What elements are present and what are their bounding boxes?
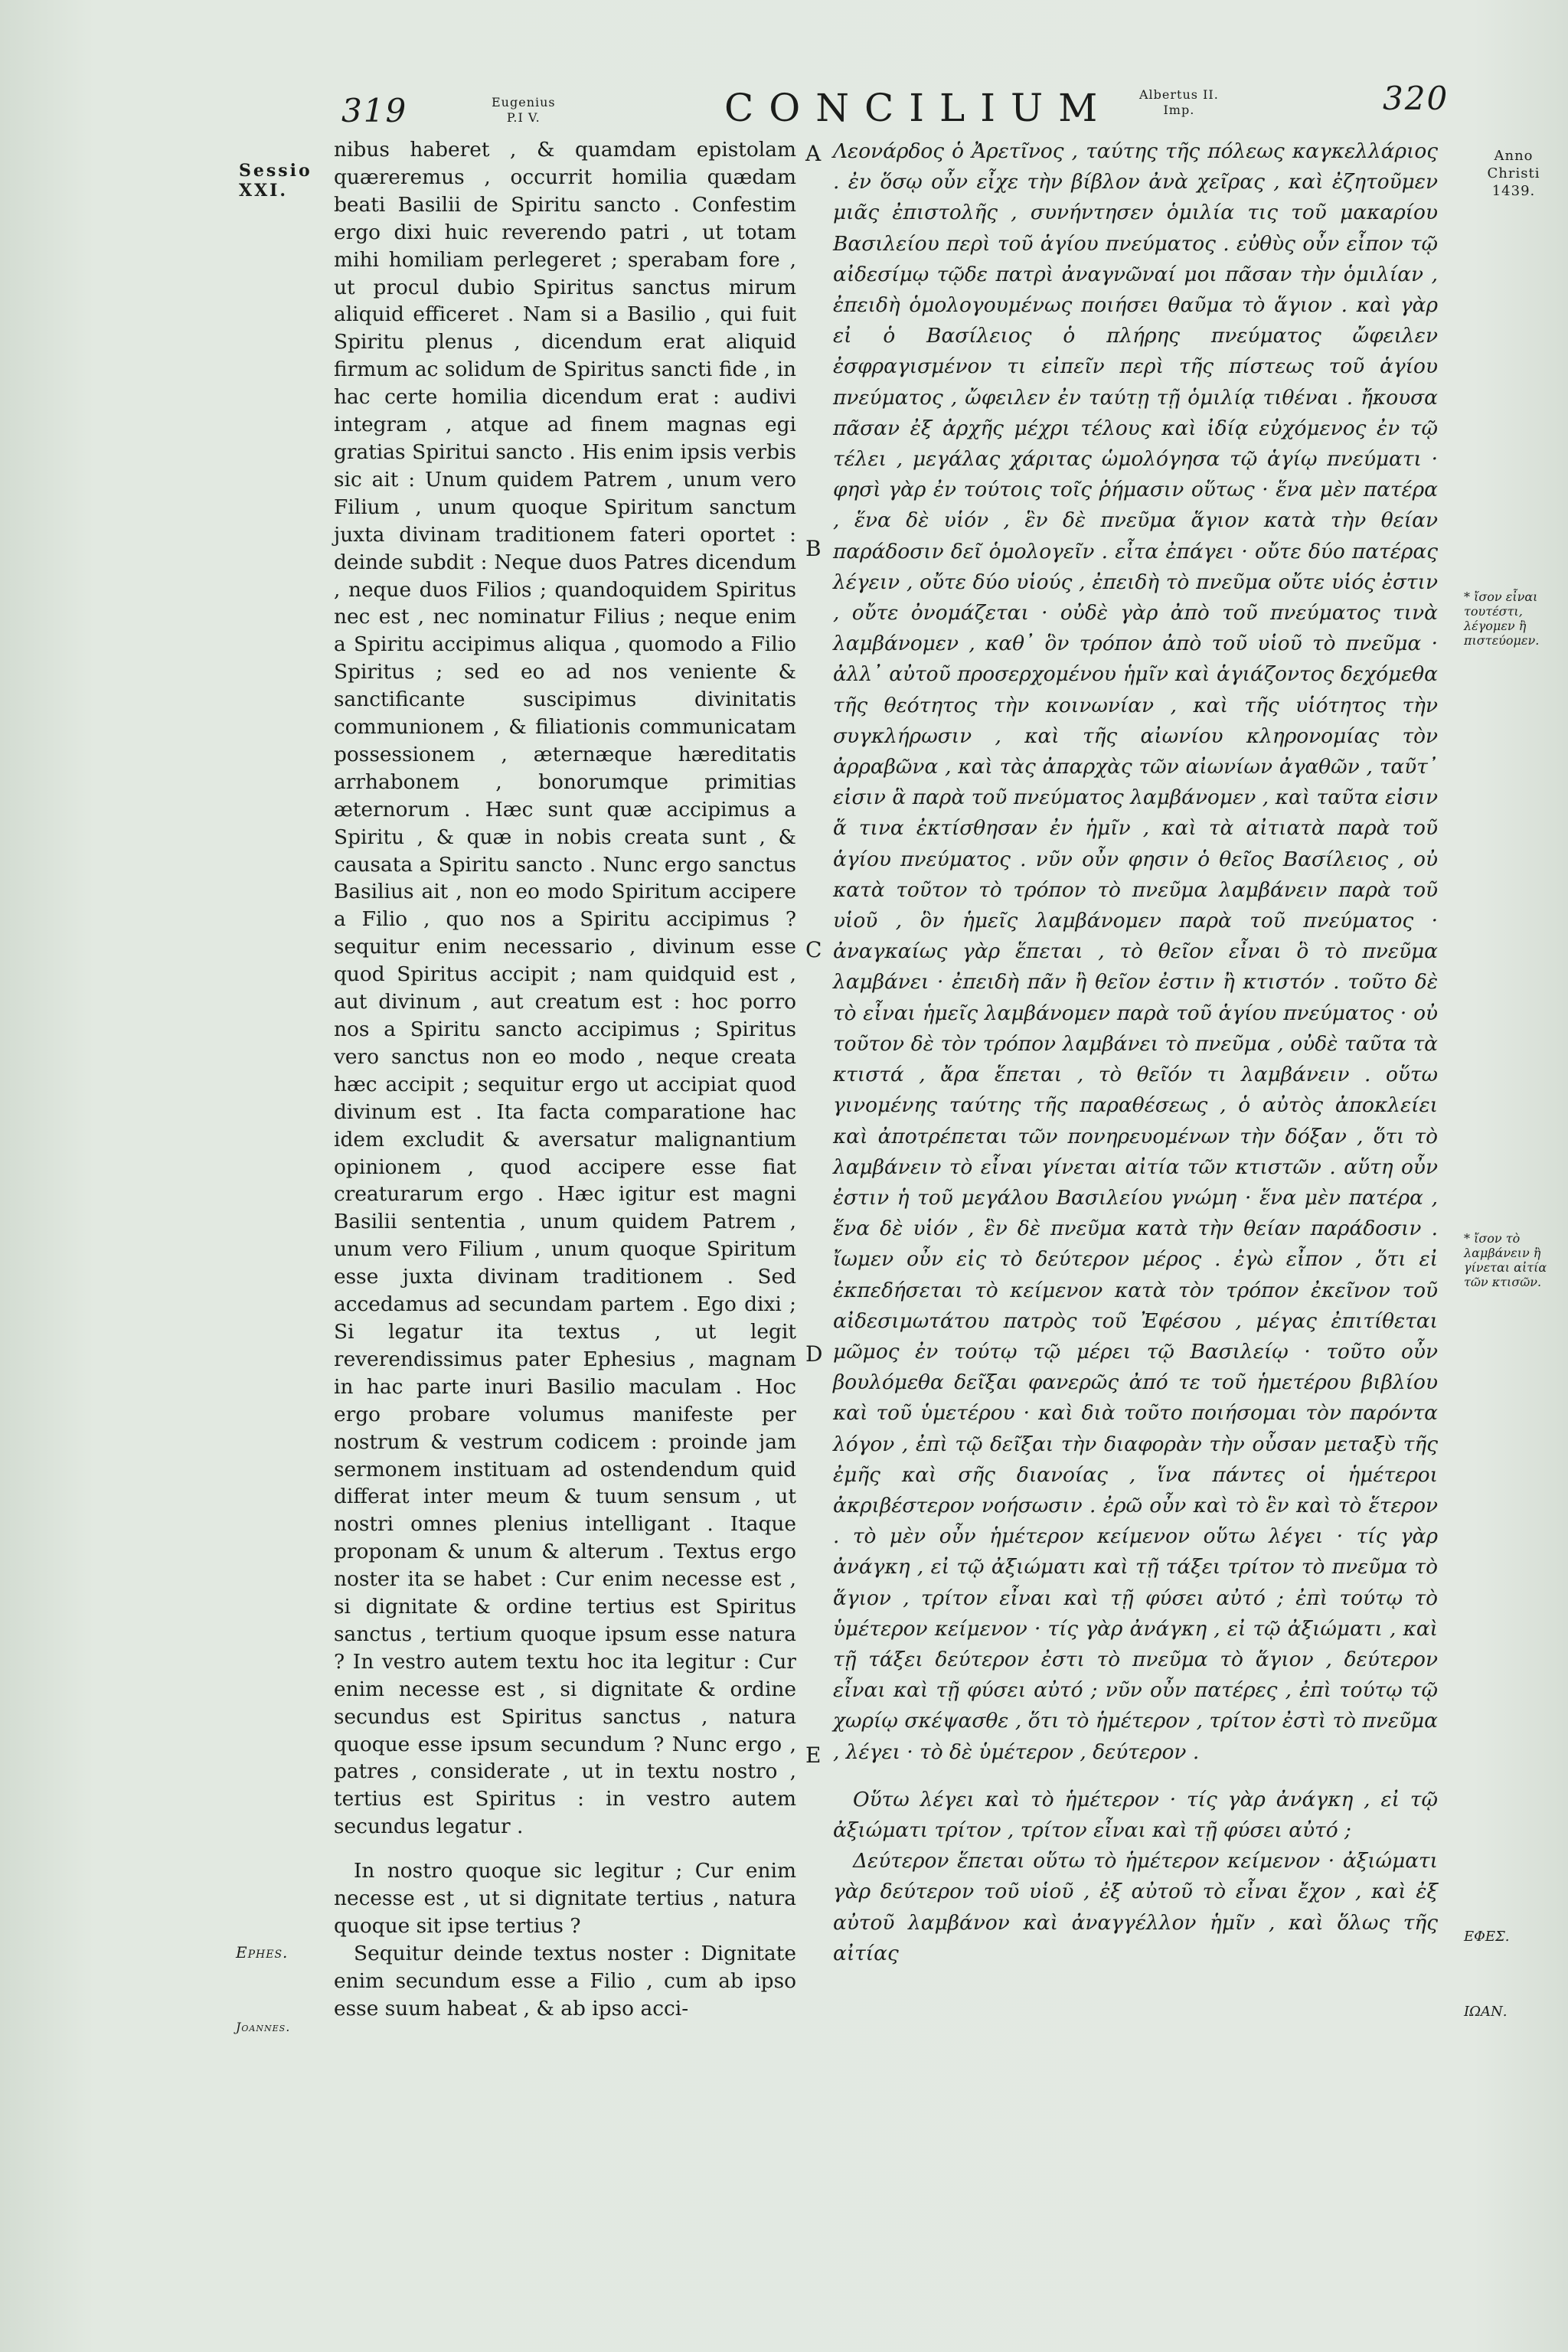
page-title: CONCILIUM [724,86,1113,130]
greek-footnote-1: * ἴσον εἶναι τουτέστι, λέγομεν ἢ πιστεύομεν. [1464,590,1540,648]
latin-paragraph: In nostro quoque sic legitur ; Cur enim necesse est , ut si dignitate tertius , natura quoque sit ipse tertius ? [334,1859,796,1938]
section-letter-e: E [805,1743,822,1768]
latin-column [334,136,796,2023]
left-page-number: 319 [341,92,408,129]
ioan-greek-label: ΙΩΑΝ. [1464,2004,1508,2020]
section-letter-a: A [805,141,822,166]
greek-paragraph: Λεονάρδος ὁ Ἀρετῖνος , ταύτης τῆς πόλεως καγκελλάριος . ἐν ὅσῳ οὖν εἶχε τὴν βίβλον ἀνὰ χεῖρας , καὶ ἐζητοῦμεν μιᾶς ἐπιστολῆς , συνήντησεν ὁμιλία τις τοῦ μακαρίου Βασιλείου περὶ τοῦ ἁγίου πνεύματος . εὐθὺς οὖν εἶπον τῷ αἰδεσίμῳ τῷδε πατρὶ ἀναγνῶναί μοι πᾶσαν τὴν ὁμιλίαν , ἐπειδὴ ὁμολογουμένως ποιήσει θαῦμα τὸ ἅγιον . καὶ γὰρ εἰ ὁ Βασίλειος ὁ πλήρης πνεύματος ὤφειλεν ἐσφραγισμένον τι εἰπεῖν περὶ τῆς πίστεως τοῦ ἁγίου πνεύματος , ὤφειλεν ἐν ταύτῃ τῇ ὁμιλίᾳ τιθέναι . ἤκουσα πᾶσαν ἐξ ἀρχῆς μέχρι τέλους καὶ ἰδίᾳ εὐχόμενος ἐν τῷ τέλει , μεγάλας χάριτας ὡμολόγησα τῷ ἁγίῳ πνεύματι · φησὶ γὰρ ἐν τούτοις τοῖς ῥήμασιν οὕτως · ἕνα μὲν πατέρα , ἕνα δὲ υἱόν , ἓν δὲ πνεῦμα ἅγιον κατὰ τὴν θείαν παράδοσιν δεῖ ὁμολογεῖν . εἶτα ἐπάγει · οὔτε δύο πατέρας λέγειν , οὔτε δύο υἱούς , ἐπειδὴ τὸ πνεῦμα οὔτε υἱός ἐστιν , οὔτε ὀνομάζεται · οὐδὲ γὰρ ἀπὸ τοῦ πνεύματος τινὰ λαμβάνομεν , καθ᾽ ὃν τρόπον ἀπὸ τοῦ υἱοῦ τὸ πνεῦμα · ἀλλ᾽ αὐτοῦ προσερχομένου ἡμῖν καὶ ἁγιάζοντος δεχόμεθα τῆς θεότητος τὴν κοινωνίαν , καὶ τῆς υἱότητος τὴν συγκλήρωσιν , καὶ τῆς αἰωνίου κληρονομίας τὸν ἀρραβῶνα , καὶ τὰς ἀπαρχὰς τῶν αἰωνίων ἀγαθῶν , ταῦτ᾽ εἰσιν ἃ παρὰ τοῦ πνεύματος λαμβάνομεν , καὶ ταῦτα εἰσιν ἅ τινα ἐκτίσθησαν ἐν ἡμῖν , καὶ τὰ αἰτιατὰ παρὰ τοῦ ἁγίου πνεύματος . νῦν οὖν φησιν ὁ θεῖος Βασίλειος , οὐ κατὰ τοῦτον τὸ τρόπον τὸ πνεῦμα λαμβάνειν παρὰ τοῦ υἱοῦ , ὃν ἡμεῖς λαμβάνομεν παρὰ τοῦ πνεύματος · ἀναγκαίως γὰρ ἕπεται , τὸ θεῖον εἶναι ὃ τὸ πνεῦμα λαμβάνει · ἐπειδὴ πᾶν ἢ θεῖον ἐστιν ἢ κτιστόν . τοῦτο δὲ τὸ εἶναι ἡμεῖς λαμβάνομεν παρὰ τοῦ ἁγίου πνεύματος · οὐ τοῦτον δὲ τὸν τρόπον λαμβάνει τὸ πνεῦμα , οὐδὲ ταῦτα τὰ κτιστά , ἄρα ἕπεται , τὸ θεῖόν τι λαμβάνειν . οὕτω γινομένης ταύτης τῆς παραθέσεως , ὁ αὐτὸς ἀποκλείει καὶ ἀποτρέπεται τῶν πονηρευομένων τὴν δόξαν , ὅτι τὸ λαμβάνειν τὸ εἶναι γίνεται αἰτία τῶν κτιστῶν . αὕτη οὖν ἐστιν ἡ τοῦ μεγάλου Βασιλείου γνώμη · ἕνα μὲν πατέρα , ἕνα δὲ υἱόν , ἓν δὲ πνεῦμα κατὰ τὴν θείαν παράδοσιν . ἴωμεν οὖν εἰς τὸ δεύτερον μέρος . ἐγὼ εἶπον , ὅτι εἰ ἐκπεδήσεται τὸ κείμενον κατὰ τὸν τρόπον ἐκεῖνον τοῦ αἰδεσιμωτάτου πατρὸς τοῦ Ἐφέσου , μέγας ἐπιτίθεται μῶμος ἐν τούτῳ τῷ μέρει τῷ Βασιλείῳ · τοῦτο οὖν βουλόμεθα δεῖξαι φανερῶς ἀπό τε τοῦ ἡμετέρου βιβλίου καὶ τοῦ ὑμετέρου · καὶ διὰ τοῦτο ποιήσομαι τὸν παρόντα λόγον , ἐπὶ τῷ δεῖξαι τὴν διαφορὰν τὴν οὖσαν μεταξὺ τῆς ἐμῆς καὶ σῆς διανοίας , ἵνα πάντες οἱ ἡμέτεροι ἀκριβέστερον νοήσωσιν . ἐρῶ οὖν καὶ τὸ ἓν καὶ τὸ ἕτερον . τὸ μὲν οὖν ἡμέτερον κείμενον οὕτω λέγει · τίς γὰρ ἀνάγκη , εἰ τῷ ἀξιώματι καὶ τῇ τάξει τρίτον τὸ πνεῦμα τὸ ἅγιον , τρίτον εἶναι καὶ τῇ φύσει αὐτό ; ἐπὶ τούτῳ τὸ ὑμέτερον κείμενον · τίς γὰρ ἀνάγκη , εἰ τῷ ἀξιώματι , καὶ τῇ τάξει δεύτερον ἐστι τὸ πνεῦμα τὸ ἅγιον , δεύτερον εἶναι καὶ τῇ φύσει αὐτό ; νῦν οὖν πατέρες , ἐπὶ τούτῳ τῷ χωρίῳ σκέψασθε , ὅτι τὸ ἡμέτερον , τρίτον ἐστὶ τὸ πνεῦμα , λέγει · τὸ δὲ ὑμέτερον , δεύτερον . [833,139,1438,1764]
greek-paragraph: Δεύτερον ἕπεται οὕτω τὸ ἡμέτερον κείμενον · ἀξιώματι γὰρ δεύτερον τοῦ υἱοῦ , ἐξ αὐτοῦ τὸ εἶναι ἔχον , καὶ ἐξ αὐτοῦ λαμβάνον καὶ ἀναγγέλλον ἡμῖν , καὶ ὅλως τῆς αἰτίας [833,1849,1438,1965]
right-running-head: Albertus II. Imp. [1139,87,1219,117]
section-letter-c: C [805,937,822,962]
ephes-greek-label: ΕΦΕΣ. [1464,1929,1510,1945]
section-letter-d: D [805,1341,823,1367]
greek-column [833,136,1438,1969]
joannes-margin-label: Joannes. [236,2020,291,2034]
greek-paragraph: Οὕτω λέγει καὶ τὸ ἡμέτερον · τίς γὰρ ἀνάγκη , εἰ τῷ ἀξιώματι τρίτον , τρίτον εἶναι καὶ τῇ φύσει αὐτό ; [833,1787,1438,1842]
greek-footnote-2: * ἴσον τὸ λαμβάνειν ἢ γίνεται αἰτία τῶν κτισῶν. [1464,1231,1547,1289]
sessio-margin-note: Sessio XXI. [239,161,312,201]
right-page-number: 320 [1383,80,1449,117]
latin-paragraph: Sequitur deinde textus noster : Dignitate enim secundum esse a Filio , cum ab ipso esse suum habeat , & ab ipso acci- [334,1941,796,2020]
ephes-margin-label: Ephes. [236,1943,289,1962]
latin-paragraph: nibus haberet , & quamdam epistolam quæreremus , occurrit homilia quædam beati Basilii de Spiritu sancto . Confestim ergo dixi huic reverendo patri , ut totam mihi homiliam perlegeret ; sperabam fore , ut procul dubio Spiritus sanctus mirum aliquid efficeret . Nam si a Basilio , qui fuit Spiritu plenus , dicendum erat aliquid firmum ac solidum de Spiritus sancti fide , in hac certe homilia dicendum erat : audivi integram , atque ad finem magnas egi gratias Spiritui sancto . His enim ipsis verbis sic ait : Unum quidem Patrem , unum vero Filium , unum quoque Spiritum sanctum juxta divinam traditionem fateri oportet : deinde subdit : Neque duos Patres dicendum , neque duos Filios ; quandoquidem Spiritus nec est , nec nominatur Filius ; neque enim a Spiritu accipimus aliqua , quomodo a Filio Spiritus ; sed eo ad nos veniente & sanctificante suscipimus divinitatis communionem , & filiationis communicatam possessionem , æternæque hæreditatis arrhabonem , bonorumque primitias æternorum . Hæc sunt quæ accipimus a Spiritu , & quæ in nobis creata sunt , & causata a Spiritu sancto . Nunc ergo sanctus Basilius ait , non eo modo Spiritum accipere a Filio , quo nos a Spiritu accipimus ? sequitur enim necessario , divinum esse quod Spiritus accipit ; nam quidquid est , aut divinum , aut creatum est : hoc porro nos a Spiritu sancto accipimus ; Spiritus vero sanctus non eo modo , neque creata hæc accipit ; sequitur ergo ut accipiat quod divinum est . Ita facta comparatione hac idem excludit & aversatur malignantium opinionem , quod accipere esse fiat creaturarum ergo . Hæc igitur est magni Basilii sententia , unum quidem Patrem , unum vero Filium , unum quoque Spiritum esse juxta divinam traditionem . Sed accedamus ad secundam partem . Ego dixi ; Si legatur ita textus , ut legit reverendissimus pater Ephesius , magnam in hac parte inuri Basilio maculam . Hoc ergo probare volumus manifeste per nostrum & vestrum codicem : proinde jam sermonem instituam ad ostendendum quid differat inter meum & tuum sensum , ut nostri omnes plenius intelligant . Itaque proponam & unum & alterum . Textus ergo noster ita se habet : Cur enim necesse est , si dignitate & ordine tertius est Spiritus sanctus , tertium quoque ipsum esse natura ? In vestro autem textu hoc ita legitur : Cur enim necesse est , si dignitate & ordine secundus est Spiritus sanctus , natura quoque esse ipsum secundum ? Nunc ergo , patres , considerate , ut in textu nostro , tertius est Spiritus : in vestro autem secundus legatur . [334,138,796,1839]
section-letter-b: B [805,536,822,561]
left-running-head: Eugenius P.I V. [492,95,556,125]
anno-christi-note: Anno Christi 1439. [1487,148,1540,199]
